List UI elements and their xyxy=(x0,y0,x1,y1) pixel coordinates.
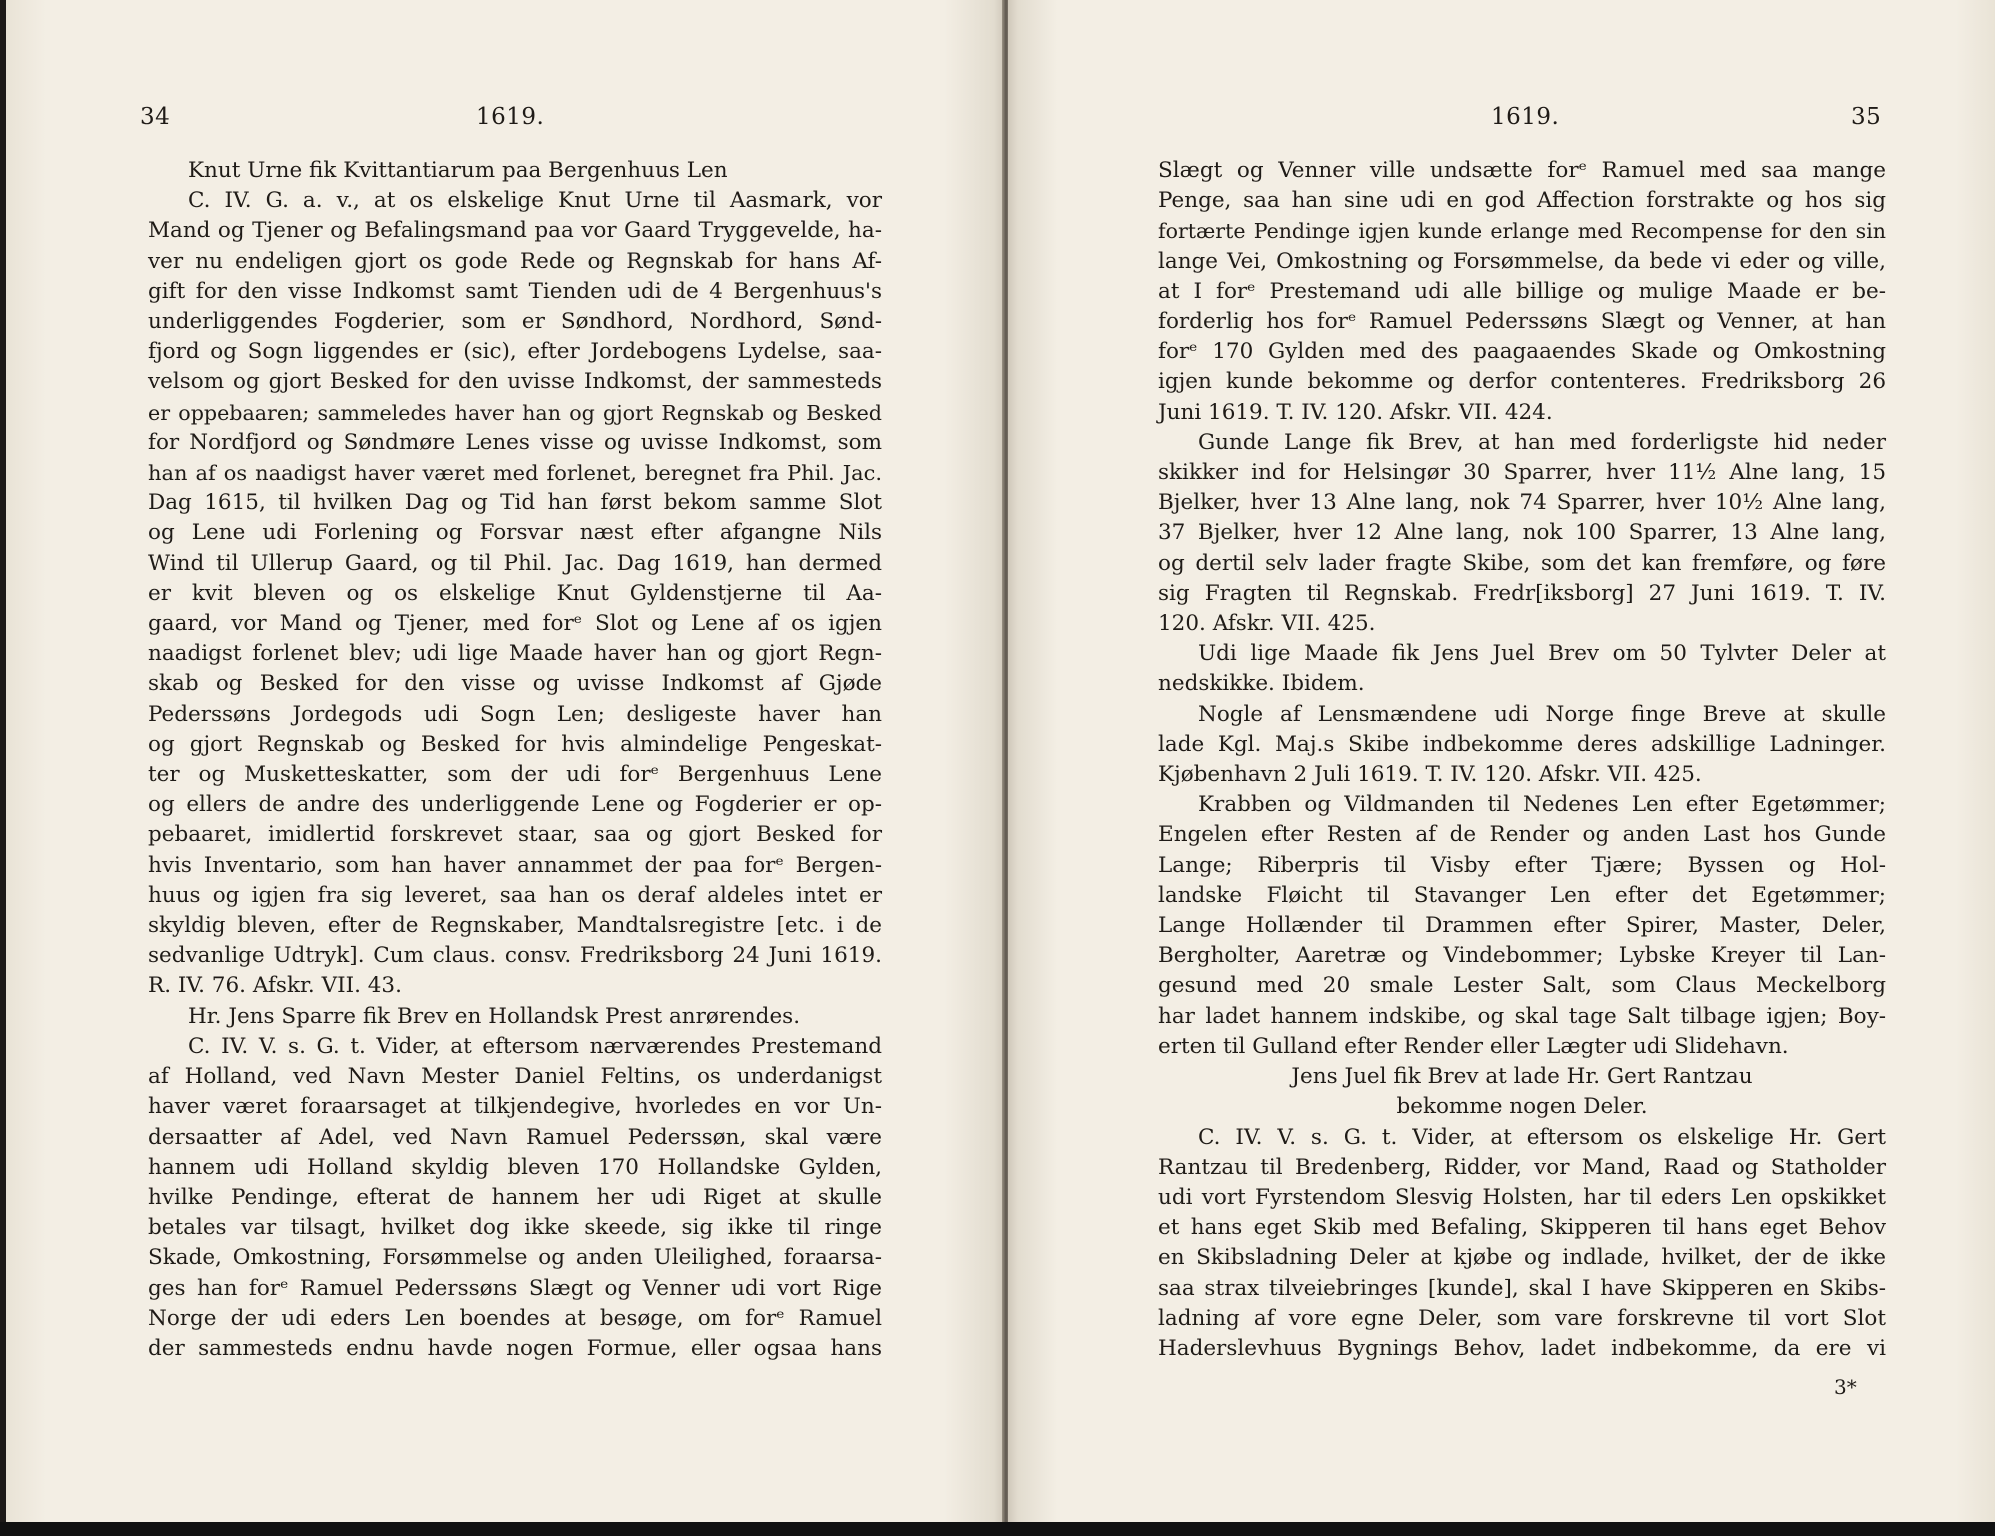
text-line: betales var tilsagt, hvilket dog ikke skeede, sig ikke til ringe xyxy=(148,1215,882,1241)
text-line: Rantzau til Bredenberg, Ridder, vor Mand, Raad og Statholder xyxy=(1158,1154,1886,1180)
left-body-text xyxy=(148,156,882,1364)
text-line: af Holland, ved Navn Mester Daniel Feltins, os underdanigst xyxy=(148,1064,882,1090)
text-line: for Nordfjord og Søndmøre Lenes visse og uvisse Indkomst, som xyxy=(148,429,882,455)
text-line: landske Fløicht til Stavanger Len efter det Egetømmer; xyxy=(1158,882,1886,908)
text-line: 120. Afskr. VII. 425. xyxy=(1158,611,1376,637)
text-line: hvilke Pendinge, efterat de hannem her udi Riget at skulle xyxy=(148,1184,882,1210)
text-line: bekomme nogen Deler. xyxy=(1396,1094,1648,1120)
text-line: skyldig bleven, efter de Regnskaber, Mandtalsregistre [etc. i de xyxy=(148,913,882,939)
text-line: et hans eget Skib med Befaling, Skipperen til hans eget Behov xyxy=(1158,1215,1886,1241)
text-line: ver nu endeligen gjort os gode Rede og Regnskab for hans Af- xyxy=(148,248,882,274)
text-line: at I forᵉ Prestemand udi alle billige og mulige Maade er be- xyxy=(1158,278,1886,304)
text-line: Nogle af Lensmændene udi Norge finge Breve at skulle xyxy=(1198,701,1886,727)
text-line: skab og Besked for den visse og uvisse Indkomst af Gjøde xyxy=(148,671,882,697)
text-line: og dertil selv lader fragte Skibe, som det kan fremføre, og føre xyxy=(1158,550,1886,576)
text-line: ter og Musketteskatter, som der udi forᵉ Bergenhuus Lene xyxy=(148,762,882,788)
text-line: ladning af vore egne Deler, som vare forskrevne til vort Slot xyxy=(1158,1305,1886,1331)
text-line: lade Kgl. Maj.s Skibe indbekomme deres adskillige Ladninger. xyxy=(1158,731,1886,757)
text-line: igjen kunde bekomme og derfor contenteres. Fredriksborg 26 xyxy=(1158,369,1886,395)
text-line: Jens Juel fik Brev at lade Hr. Gert Rantzau xyxy=(1291,1064,1753,1090)
text-line: haver været foraarsaget at tilkjendegive, hvorledes en vor Un- xyxy=(148,1094,882,1120)
text-line: udi vort Fyrstendom Slesvig Holsten, har til eders Len opskikket xyxy=(1158,1184,1886,1210)
text-line: forᵉ 170 Gylden med des paagaaendes Skade og Omkostning xyxy=(1158,339,1886,365)
signature-mark: 3* xyxy=(1834,1375,1857,1399)
text-line: er oppebaaren; sammeledes haver han og gjort Regnskab og Besked xyxy=(148,400,882,425)
text-line: dersaatter af Adel, ved Navn Ramuel Pederssøn, skal være xyxy=(148,1124,882,1150)
left-running-head: 1619. xyxy=(476,104,545,130)
text-line: C. IV. G. a. v., at os elskelige Knut Urne til Aasmark, vor xyxy=(188,188,882,214)
text-line: naadigst forlenet blev; udi lige Maade haver han og gjort Regn- xyxy=(148,641,882,667)
text-line: hannem udi Holland skyldig bleven 170 Hollandske Gylden, xyxy=(148,1154,882,1180)
text-line: er kvit bleven og os elskelige Knut Gyldenstjerne til Aa- xyxy=(148,580,882,606)
text-line: huus og igjen fra sig leveret, saa han os deraf aldeles intet er xyxy=(148,882,882,908)
text-line: sig Fragten til Regnskab. Fredr[iksborg] 27 Juni 1619. T. IV. xyxy=(1158,580,1886,606)
text-line: velsom og gjort Besked for den uvisse Indkomst, der sammesteds xyxy=(148,369,882,395)
text-line: Krabben og Vildmanden til Nedenes Len efter Egetømmer; xyxy=(1198,792,1886,818)
text-line: erten til Gulland efter Render eller Lægter udi Slidehavn. xyxy=(1158,1033,1789,1059)
text-line: C. IV. V. s. G. t. Vider, at eftersom nærværendes Prestemand xyxy=(188,1033,882,1059)
text-line: en Skibsladning Deler at kjøbe og indlade, hvilket, der de ikke xyxy=(1158,1245,1886,1271)
left-page-number: 34 xyxy=(140,104,171,130)
text-line: har ladet hannem indskibe, og skal tage Salt tilbage igjen; Boy- xyxy=(1158,1003,1886,1029)
text-line: Hr. Jens Sparre fik Brev en Hollandsk Prest anrørendes. xyxy=(188,1003,801,1029)
right-page-number: 35 xyxy=(1851,104,1882,130)
text-line: Skade, Omkostning, Forsømmelse og anden Uleilighed, foraarsa- xyxy=(148,1245,882,1271)
text-line: Mand og Tjener og Befalingsmand paa vor Gaard Tryggevelde, ha- xyxy=(148,218,882,244)
text-line: Slægt og Venner ville undsætte forᵉ Ramuel med saa mange xyxy=(1158,158,1886,183)
text-line: og gjort Regnskab og Besked for hvis almindelige Pengeskat- xyxy=(148,731,882,757)
text-line: og ellers de andre des underliggende Lene og Fogderier er op- xyxy=(148,792,882,818)
text-line: Juni 1619. T. IV. 120. Afskr. VII. 424. xyxy=(1158,399,1553,425)
text-line: pebaaret, imidlertid forskrevet staar, saa og gjort Besked for xyxy=(148,822,882,848)
scan-bottom-edge xyxy=(0,1522,1995,1536)
text-line: C. IV. V. s. G. t. Vider, at eftersom os elskelige Hr. Gert xyxy=(1198,1124,1886,1150)
text-line: Haderslevhuus Bygnings Behov, ladet indbekomme, da ere vi xyxy=(1158,1335,1886,1361)
text-line: han af os naadigst haver været med forlenet, beregnet fra Phil. Jac. xyxy=(148,461,882,486)
text-line: der sammesteds endnu havde nogen Formue, eller ogsaa hans xyxy=(148,1335,882,1361)
text-line: 37 Bjelker, hver 12 Alne lang, nok 100 Sparrer, 13 Alne lang, xyxy=(1158,520,1886,546)
text-line: Kjøbenhavn 2 Juli 1619. T. IV. 120. Afskr. VII. 425. xyxy=(1158,762,1702,788)
text-line: lange Vei, Omkostning og Forsømmelse, da bede vi eder og ville, xyxy=(1158,248,1886,274)
text-line: Engelen efter Resten af de Render og anden Last hos Gunde xyxy=(1158,822,1886,848)
text-line: saa strax tilveiebringes [kunde], skal I have Skipperen en Skibs- xyxy=(1158,1275,1886,1301)
text-line: Lange; Riberpris til Visby efter Tjære; Byssen og Hol- xyxy=(1158,852,1886,878)
text-line: forderlig hos forᵉ Ramuel Pederssøns Slægt og Venner, at han xyxy=(1158,309,1886,335)
text-line: Bergholter, Aaretræ og Vindebommer; Lybske Kreyer til Lan- xyxy=(1158,943,1886,969)
text-line: ges han forᵉ Ramuel Pederssøns Slægt og Venner udi vort Rige xyxy=(148,1275,882,1301)
text-line: Wind til Ullerup Gaard, og til Phil. Jac. Dag 1619, han dermed xyxy=(148,550,882,576)
text-line: fortærte Pendinge igjen kunde erlange med Recompense for den sin xyxy=(1158,219,1886,244)
text-line: Norge der udi eders Len boendes at besøge, om forᵉ Ramuel xyxy=(148,1305,882,1331)
text-line: nedskikke. Ibidem. xyxy=(1158,671,1365,697)
text-line: Pederssøns Jordegods udi Sogn Len; desligeste haver han xyxy=(148,701,882,727)
right-running-head: 1619. xyxy=(1491,104,1560,130)
text-line: underliggendes Fogderier, som er Søndhord, Nordhord, Sønd- xyxy=(148,309,882,335)
text-line: gesund med 20 smale Lester Salt, som Claus Meckelborg xyxy=(1158,973,1886,999)
text-line: Gunde Lange fik Brev, at han med forderligste hid neder xyxy=(1198,429,1886,455)
text-line: og Lene udi Forlening og Forsvar næst efter afgangne Nils xyxy=(148,520,882,546)
left-page xyxy=(6,0,1004,1522)
text-line: Penge, saa han sine udi en god Affection forstrakte og hos sig xyxy=(1158,188,1886,214)
text-line: sedvanlige Udtryk]. Cum claus. consv. Fredriksborg 24 Juni 1619. xyxy=(148,943,882,969)
text-line: gift for den visse Indkomst samt Tienden udi de 4 Bergenhuus's xyxy=(148,278,882,304)
text-line: gaard, vor Mand og Tjener, med forᵉ Slot og Lene af os igjen xyxy=(148,611,882,637)
text-line: skikker ind for Helsingør 30 Sparrer, hver 11½ Alne lang, 15 xyxy=(1158,460,1886,486)
right-page xyxy=(1008,0,1995,1522)
right-body-text xyxy=(1158,156,1886,1364)
text-line: R. IV. 76. Afskr. VII. 43. xyxy=(148,973,402,999)
text-line: Lange Hollænder til Drammen efter Spirer, Master, Deler, xyxy=(1158,913,1886,939)
text-line: Knut Urne fik Kvittantiarum paa Bergenhuus Len xyxy=(188,158,728,183)
text-line: Udi lige Maade fik Jens Juel Brev om 50 Tylvter Deler at xyxy=(1198,641,1886,667)
text-line: Bjelker, hver 13 Alne lang, nok 74 Sparrer, hver 10½ Alne lang, xyxy=(1158,490,1886,516)
text-line: Dag 1615, til hvilken Dag og Tid han først bekom samme Slot xyxy=(148,490,882,516)
text-line: fjord og Sogn liggendes er (sic), efter Jordebogens Lydelse, saa- xyxy=(148,339,882,365)
text-line: hvis Inventario, som han haver annammet der paa forᵉ Bergen- xyxy=(148,852,882,878)
